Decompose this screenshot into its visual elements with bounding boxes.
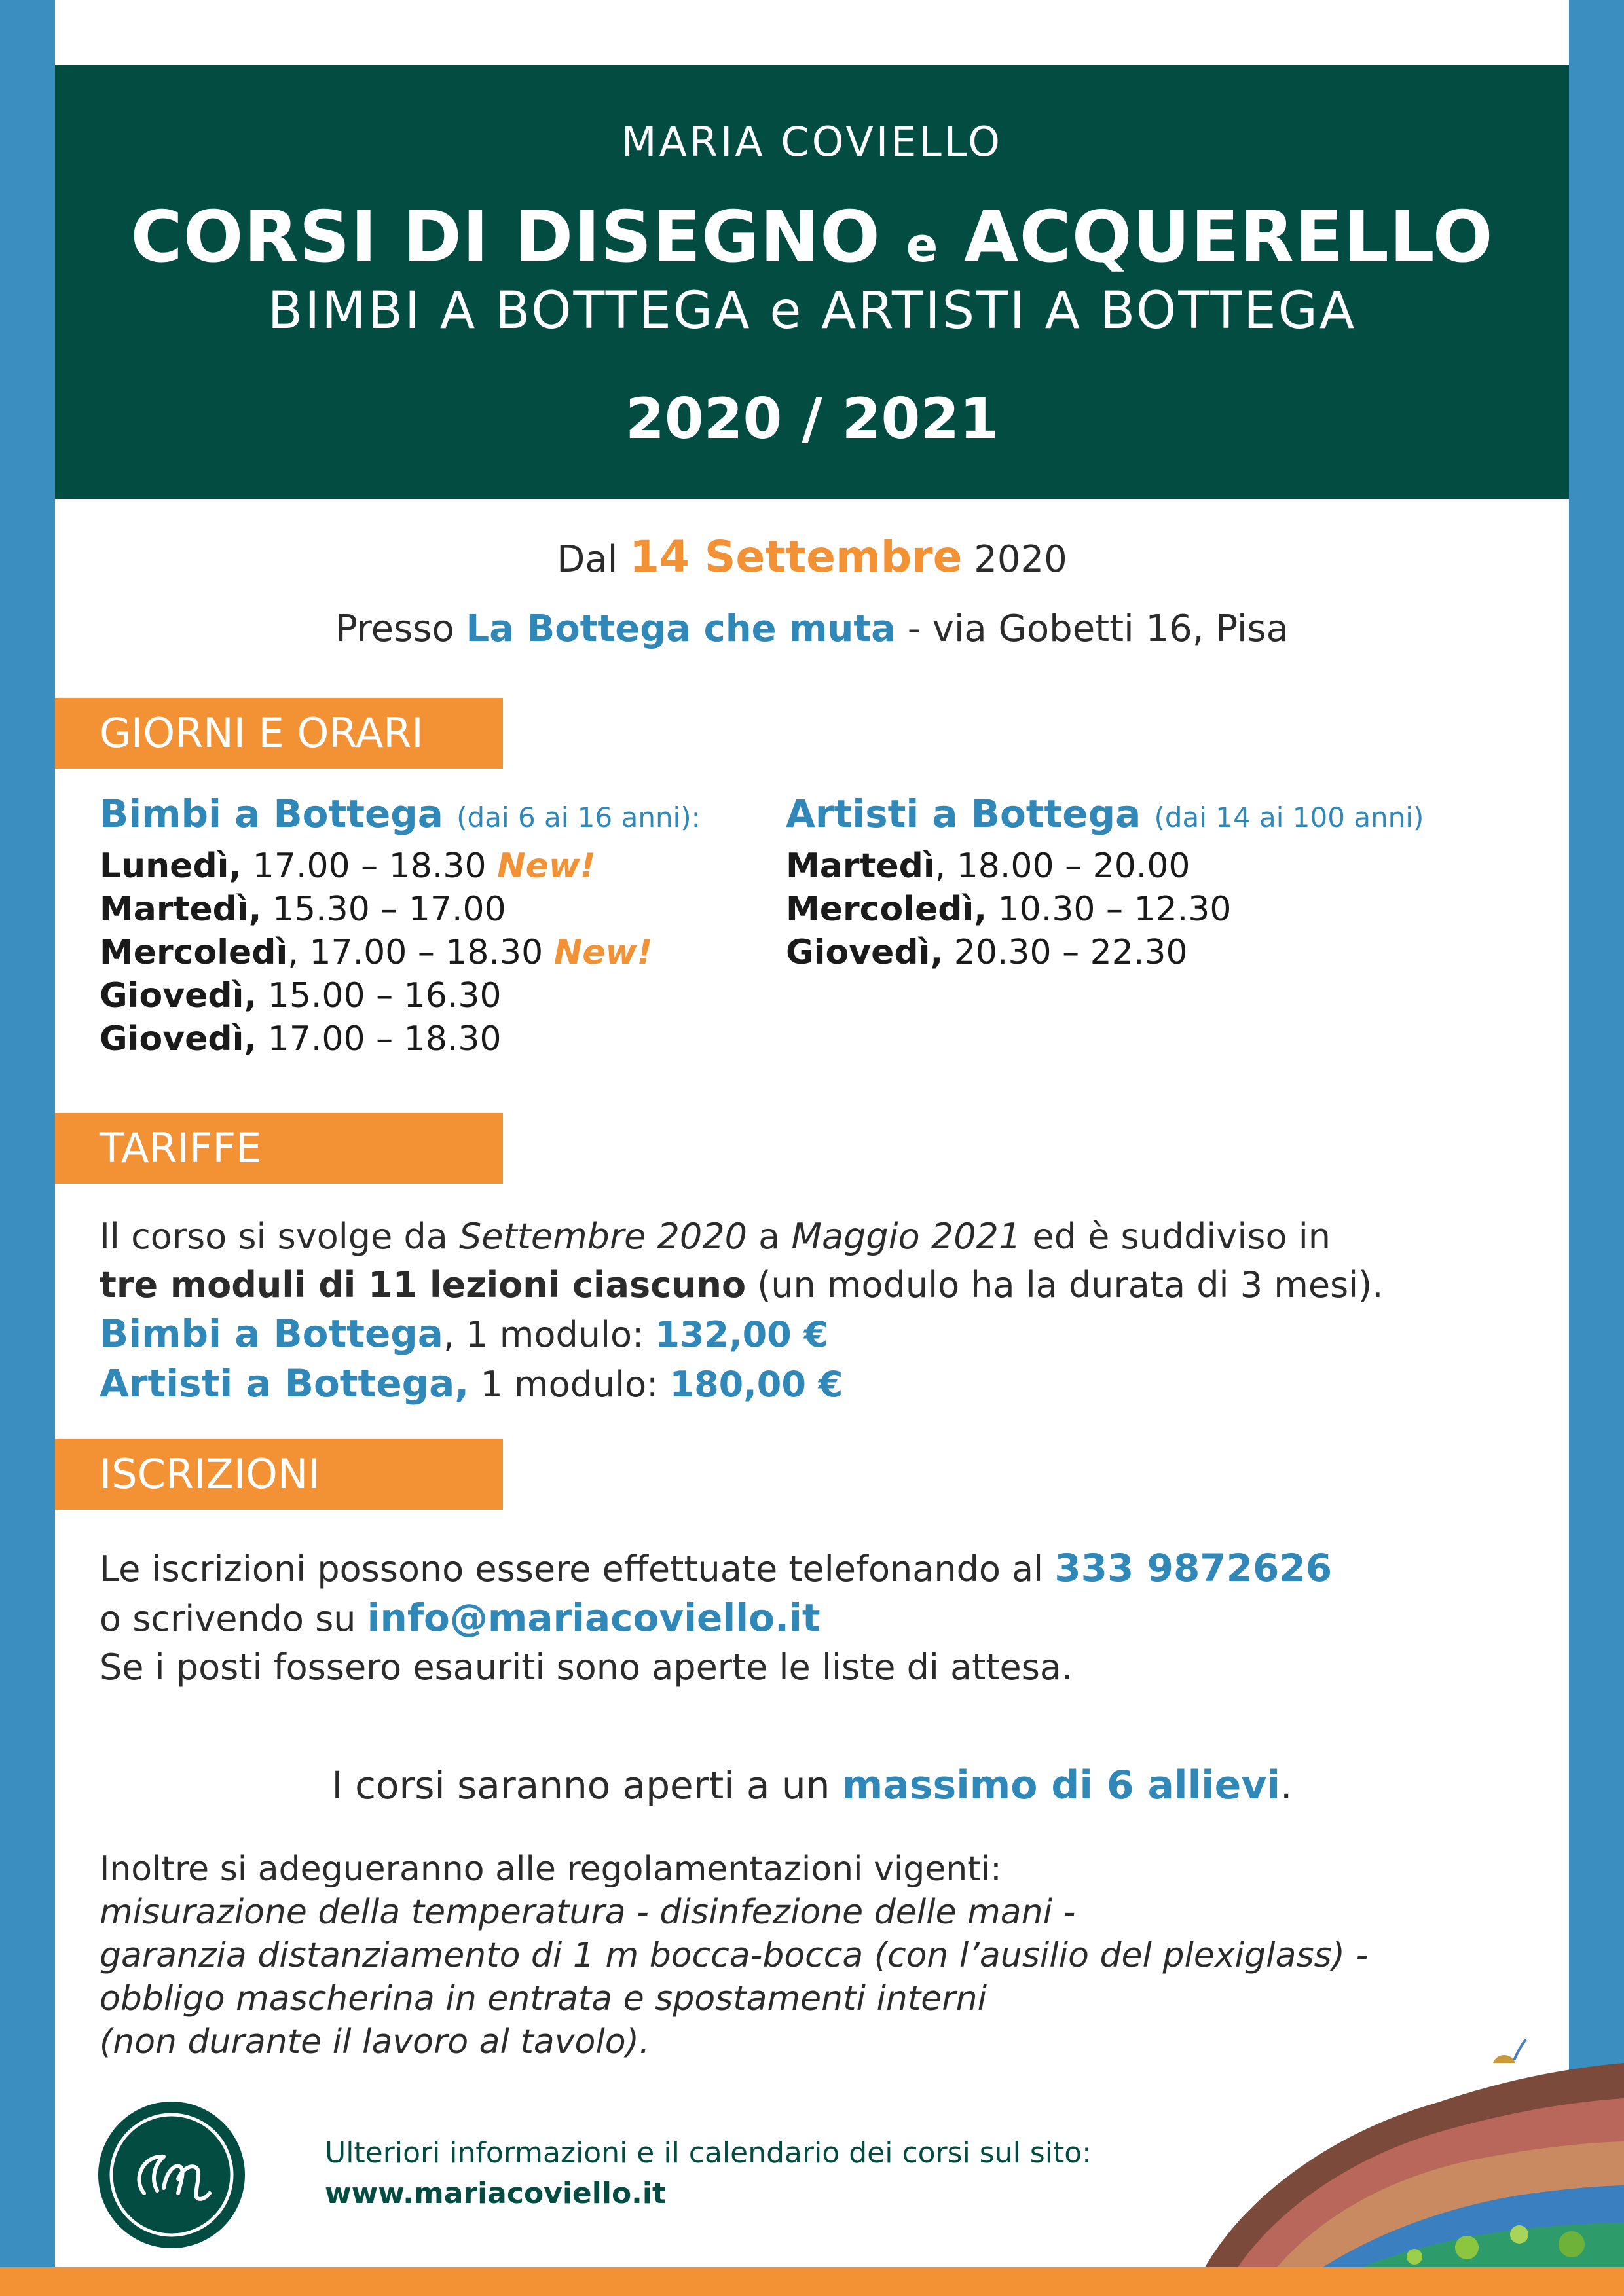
kids-schedule-title xyxy=(100,792,781,839)
adults-age-range: (dai 14 ai 100 anni) xyxy=(1154,801,1424,833)
location-line xyxy=(55,608,1569,650)
maria-coviello-logo xyxy=(98,2102,245,2248)
new-badge: New! xyxy=(497,847,596,886)
frame-right-border xyxy=(1569,0,1624,2296)
fees-text-part: a xyxy=(747,1216,792,1257)
fees-start-month: Settembre 2020 xyxy=(459,1216,747,1257)
registration-email[interactable]: info@mariacoviello.it xyxy=(367,1595,821,1640)
row-day: Mercoledì xyxy=(100,933,288,972)
title-part-2: ACQUERELLO xyxy=(963,196,1494,278)
fees-adults-price: 180,00 € xyxy=(669,1364,843,1405)
fees-text-part: (un modulo ha la durata di 3 mesi). xyxy=(746,1264,1384,1305)
registration-text-part: o scrivendo su xyxy=(100,1598,367,1639)
row-time: , 18.00 – 20.00 xyxy=(934,847,1190,886)
poster-title xyxy=(55,196,1569,278)
website-link[interactable]: www.mariacoviello.it xyxy=(325,2177,666,2210)
kids-schedule-row xyxy=(100,931,781,974)
rules-item: obbligo mascherina in entrata e spostamenti interni xyxy=(100,1979,987,2018)
row-time: , 17.00 – 18.30 xyxy=(287,933,554,972)
row-time: 17.00 – 18.30 xyxy=(242,847,498,886)
max-students-suffix: . xyxy=(1280,1763,1293,1808)
fees-kids-price-line xyxy=(100,1309,1540,1359)
kids-schedule-row xyxy=(100,845,781,888)
row-day: Giovedì, xyxy=(100,976,257,1015)
adults-schedule-row xyxy=(786,888,1539,931)
max-students-highlight: massimo di 6 allievi xyxy=(841,1762,1281,1808)
rules-item: (non durante il lavoro al tavolo). xyxy=(100,2022,650,2062)
adults-course-name: Artisti a Bottega xyxy=(786,792,1141,836)
fees-text-part: 1 modulo: xyxy=(469,1364,670,1405)
row-time: 20.30 – 22.30 xyxy=(943,933,1188,972)
frame-left-border xyxy=(0,0,55,2296)
kids-schedule xyxy=(100,792,781,1061)
venue-address: - via Gobetti 16, Pisa xyxy=(907,608,1289,650)
kids-course-name: Bimbi a Bottega xyxy=(100,792,443,836)
start-date-line xyxy=(55,532,1569,582)
adults-schedule-row xyxy=(786,931,1539,974)
title-part-1: CORSI DI DISEGNO xyxy=(130,196,881,278)
registration-line-1 xyxy=(100,1544,1540,1594)
row-day: Martedì xyxy=(786,847,935,886)
adults-schedule-title xyxy=(786,792,1539,839)
registration-text-part: Le iscrizioni possono essere effettuate telefonando al xyxy=(100,1548,1055,1590)
fees-modules: tre moduli di 11 lezioni ciascuno xyxy=(100,1264,747,1305)
poster-subtitle: BIMBI A BOTTEGA e ARTISTI A BOTTEGA xyxy=(267,282,1357,340)
fees-text xyxy=(100,1212,1540,1409)
rules-item: misurazione della temperatura - disinfezione delle mani - xyxy=(100,1893,1076,1932)
course-years: 2020 / 2021 xyxy=(625,386,999,452)
venue-name: La Bottega che muta xyxy=(466,608,896,650)
fees-end-month: Maggio 2021 xyxy=(791,1216,1022,1257)
fees-text-part: ed è suddiviso in xyxy=(1021,1216,1331,1257)
footer-info xyxy=(325,2133,1092,2214)
row-day: Martedì, xyxy=(100,890,262,929)
fees-kids-price: 132,00 € xyxy=(655,1314,829,1355)
section-fees-header: TARIFFE xyxy=(55,1113,503,1184)
start-date: 14 Settembre xyxy=(629,532,963,582)
row-time: 10.30 – 12.30 xyxy=(987,890,1232,929)
start-date-year: 2020 xyxy=(974,538,1067,581)
adults-schedule xyxy=(786,792,1539,974)
row-time: 15.00 – 16.30 xyxy=(257,976,502,1015)
fees-adults-name: Artisti a Bottega, xyxy=(100,1361,470,1406)
author-name: MARIA COVIELLO xyxy=(621,118,1003,166)
fees-text-part: Il corso si svolge da xyxy=(100,1216,459,1257)
max-students-line xyxy=(55,1762,1569,1808)
fees-text-part: , 1 modulo: xyxy=(443,1314,655,1355)
header-banner xyxy=(55,65,1569,499)
new-badge: New! xyxy=(553,933,653,972)
section-schedule-header: GIORNI E ORARI xyxy=(55,698,503,769)
logo-monogram-icon xyxy=(98,2102,245,2248)
row-time: 17.00 – 18.30 xyxy=(257,1019,502,1059)
fees-adults-price-line xyxy=(100,1359,1540,1409)
footer-text: Ulteriori informazioni e il calendario dei corsi sul sito: xyxy=(325,2136,1092,2170)
registration-phone[interactable]: 333 9872626 xyxy=(1054,1546,1333,1590)
kids-schedule-row xyxy=(100,974,781,1017)
registration-line-3: Se i posti fossero esauriti sono aperte le liste di attesa. xyxy=(100,1647,1073,1688)
rules-intro: Inoltre si adegueranno alle regolamentazioni vigenti: xyxy=(100,1850,1002,1889)
max-students-prefix: I corsi saranno aperti a un xyxy=(331,1763,842,1808)
section-registration-header: ISCRIZIONI xyxy=(55,1439,503,1510)
start-date-prefix: Dal xyxy=(557,538,618,581)
fees-line-2 xyxy=(100,1261,1540,1309)
registration-text xyxy=(100,1544,1540,1692)
adults-schedule-row xyxy=(786,845,1539,888)
location-prefix: Presso xyxy=(335,608,454,650)
rules-item: garanzia distanziamento di 1 m bocca-bocca (con l’ausilio del plexiglass) - xyxy=(100,1936,1369,1975)
fees-kids-name: Bimbi a Bottega xyxy=(100,1311,443,1356)
frame-bottom-border xyxy=(0,2267,1624,2296)
poster-page xyxy=(55,0,1569,2267)
row-day: Giovedì, xyxy=(786,933,944,972)
row-day: Lunedì, xyxy=(100,847,242,886)
registration-line-2 xyxy=(100,1594,1540,1643)
row-time: 15.30 – 17.00 xyxy=(261,890,506,929)
fees-line-1 xyxy=(100,1212,1540,1261)
row-day: Giovedì, xyxy=(100,1019,257,1059)
title-conjunction: e xyxy=(906,217,939,272)
row-day: Mercoledì, xyxy=(786,890,987,929)
kids-age-range: (dai 6 ai 16 anni): xyxy=(456,801,701,833)
kids-schedule-row xyxy=(100,1017,781,1061)
kids-schedule-row xyxy=(100,888,781,931)
watercolor-illustration xyxy=(1126,1992,1624,2267)
